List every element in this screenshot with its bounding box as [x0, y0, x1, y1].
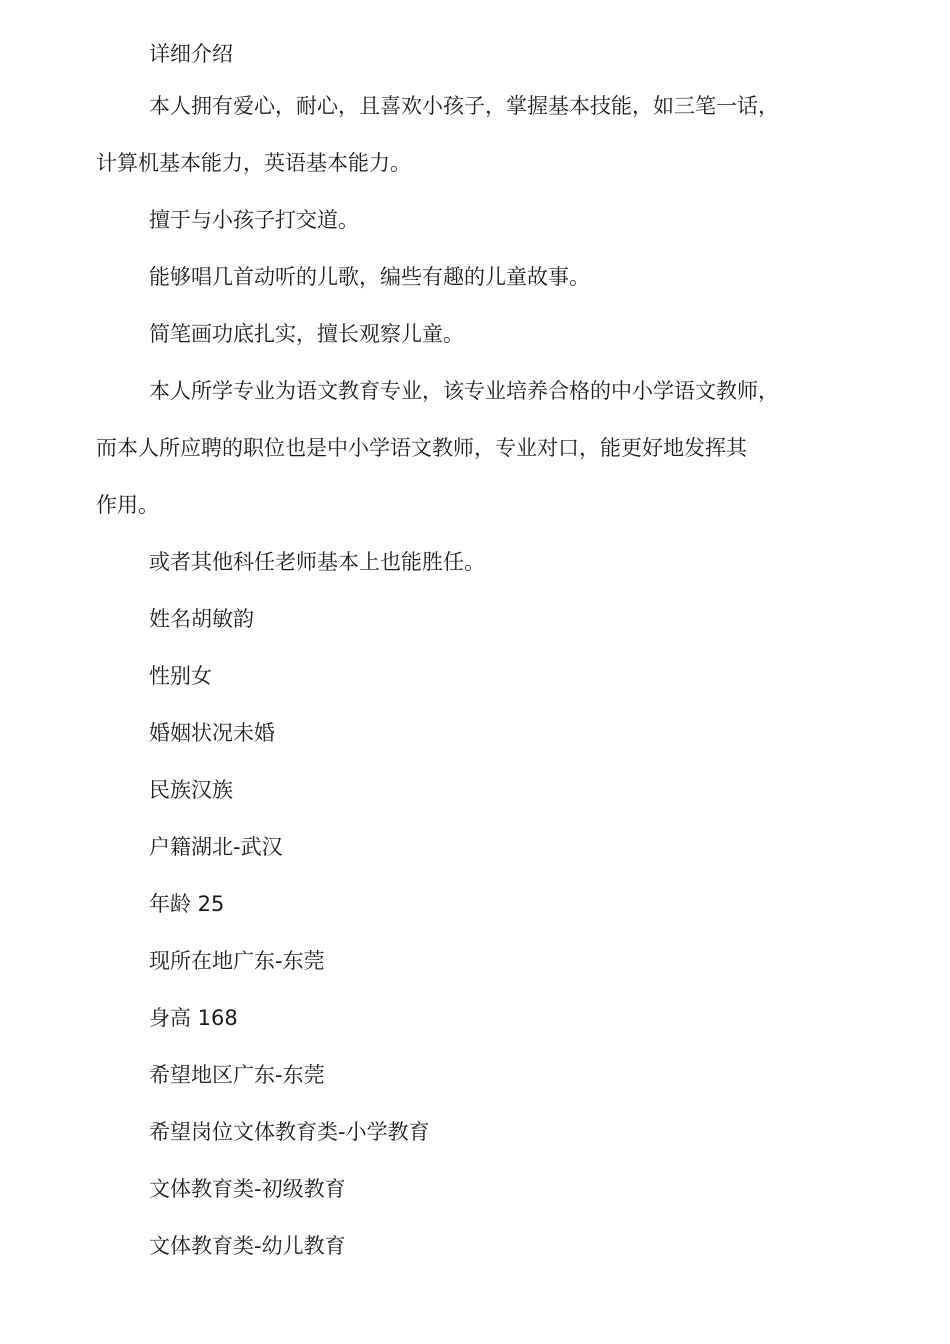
profile-ethnicity: 民族汉族 — [149, 778, 233, 802]
profile-age: 年龄 25 — [149, 892, 225, 916]
major-paragraph-line-3: 作用。 — [96, 493, 159, 517]
profile-desired-region: 希望地区广东-东莞 — [149, 1063, 325, 1087]
major-paragraph-line-2: 而本人所应聘的职位也是中小学语文教师，专业对口，能更好地发挥其 — [96, 436, 747, 460]
profile-household-registration: 户籍湖北-武汉 — [149, 835, 283, 859]
profile-desired-position: 希望岗位文体教育类-小学教育 — [149, 1120, 430, 1144]
profile-position-option: 文体教育类-幼儿教育 — [149, 1234, 346, 1258]
major-paragraph-line-1: 本人所学专业为语文教育专业，该专业培养合格的中小学语文教师， — [149, 379, 779, 403]
skill-item: 擅于与小孩子打交道。 — [149, 208, 359, 232]
profile-current-location: 现所在地广东-东莞 — [149, 949, 325, 973]
skill-item: 能够唱几首动听的儿歌，编些有趣的儿童故事。 — [149, 265, 590, 289]
other-subjects-text: 或者其他科任老师基本上也能胜任。 — [149, 550, 485, 574]
skill-item: 简笔画功底扎实，擅长观察儿童。 — [149, 322, 464, 346]
intro-paragraph-line-2: 计算机基本能力，英语基本能力。 — [96, 151, 411, 175]
intro-paragraph-line-1: 本人拥有爱心，耐心，且喜欢小孩子，掌握基本技能，如三笔一话， — [149, 94, 779, 118]
profile-gender: 性别女 — [149, 664, 212, 688]
profile-position-option: 文体教育类-初级教育 — [149, 1177, 346, 1201]
profile-marital-status: 婚姻状况未婚 — [149, 721, 275, 745]
profile-name: 姓名胡敏韵 — [149, 607, 254, 631]
profile-height: 身高 168 — [149, 1006, 238, 1030]
section-heading: 详细介绍 — [149, 42, 233, 66]
